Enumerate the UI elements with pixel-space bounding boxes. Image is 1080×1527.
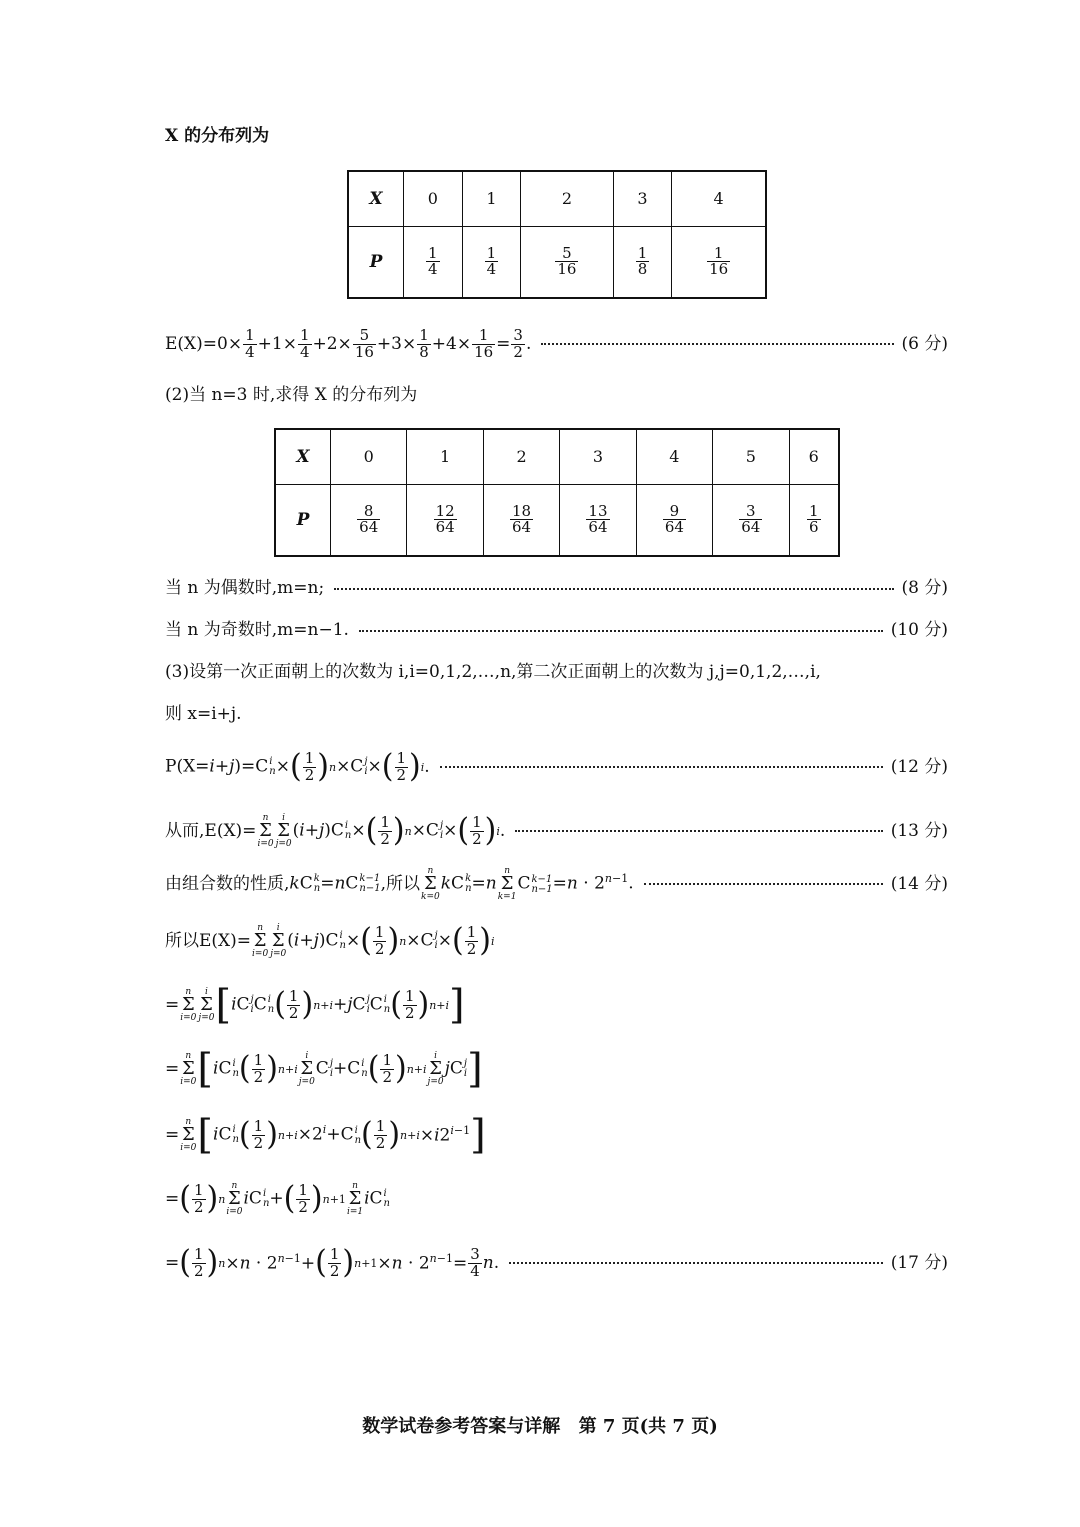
dot-leader [509,1262,883,1264]
x-value: 2 [521,171,613,226]
p-value: $\frac{1}{8}$ [613,226,672,298]
p-value: $\frac{5}{16}$ [521,226,613,298]
part2-intro: (2)当 n=3 时,求得 X 的分布列为 [165,385,418,405]
p-value: $\frac{18}{64}$ [483,484,559,556]
x-value: 6 [789,429,839,484]
dot-leader [359,630,883,632]
fraction: $\frac{1}{4}$ [299,325,310,361]
x-value: 4 [672,171,766,226]
distribution-intro: X 的分布列为 [165,126,270,146]
part3-line-2: 则 x=i+j. [165,704,242,724]
expectation-line-1: E(X)=0× $\frac{1}{4}$ +1× $\frac{1}{4}$ +2× $\frac{5}{16}$ +3× $\frac{1}{8}$ +4× $\frac{1}{16}$ = $\frac{3}{2}$ . (6 分) [165,325,948,361]
x-value: 0 [331,429,407,484]
table-row-p [275,484,839,556]
x-header: X [275,429,331,484]
x-header: X [348,171,404,226]
derivation-step-1: 所以 E(X)= n Σ i=0 i Σ j=0 (i+j)C i n × ( $\frac{1}{2}$ ) n ×C j i × ( $\frac{1}{2}$ ) i [165,922,495,959]
p-value: $\frac{1}{4}$ [404,226,463,298]
p-value: $\frac{8}{64}$ [331,484,407,556]
dot-leader [334,588,893,590]
p-value: $\frac{1}{4}$ [462,226,521,298]
fraction: $\frac{1}{4}$ [245,325,255,361]
derivation-step-3: = n Σ i=0 [ iC i n ( $\frac{1}{2}$ ) n+i i Σ j=0 C j i +C i n ( $\frac{1}{2}$ ) n+i i Σ j=0 jC j i ] [165,1046,483,1092]
derivation-step-2: = n Σ i=0 i Σ j=0 [ iC j i C i n ( $\frac{1}{2}$ ) n+i +jC j i C i n ( $\frac{1}{2}$ ) n+i ] [165,982,465,1028]
dot-leader [440,766,883,768]
dot-leader [515,830,882,832]
odd-case-line: 当 n 为奇数时,m=n−1. (10 分) [165,620,948,640]
p-value: $\frac{12}{64}$ [407,484,483,556]
fraction: $\frac{5}{16}$ [354,325,374,361]
table-row-x [275,429,839,484]
p-value: $\frac{9}{64}$ [636,484,712,556]
x-value: 5 [713,429,789,484]
x-value: 1 [407,429,483,484]
score-label: (14 分) [890,873,948,894]
part3-line-1: (3)设第一次正面朝上的次数为 i,i=0,1,2,…,n,第二次正面朝上的次数为 j,j=0,1,2,…,i, [165,662,821,682]
final-result-line: = ( $\frac{1}{2}$ ) n $\times n \cdot 2^{n-1}+$ ( $\frac{1}{2}$ ) n+1 $\times n \cdot 2^{n-1}=$ $\frac{3}{4}$ n. (17 分) [165,1244,948,1281]
x-value: 0 [404,171,463,226]
score-label: (13 分) [890,820,948,841]
p-value: $\frac{1}{16}$ [672,226,766,298]
x-value: 4 [636,429,712,484]
p-header: P [348,226,404,298]
combinatorics-line: 由组合数的性质, kC k n =nC k−1 n−1 ,所以 n Σ k=0 kC k n =n n Σ k=1 C k−1 n−1 $=n \cdot 2^{n-1}$. (14 分) [165,865,948,902]
score-label: (12 分) [890,756,948,777]
footer-title: 数学试卷参考答案与详解 [362,1416,561,1437]
x-value: 1 [462,171,521,226]
derivation-step-5: = ( $\frac{1}{2}$ ) n n Σ i=0 iC i n + ( $\frac{1}{2}$ ) n+1 n Σ i=1 iC i n [165,1180,390,1217]
distribution-table-2 [274,428,840,557]
derivation-step-4: = n Σ i=0 [ iC i n ( $\frac{1}{2}$ ) n+i $\times 2^i+C$ i n ( $\frac{1}{2}$ ) n+i $\times i2^{i-1}$ ] [165,1112,486,1158]
p-header: P [275,484,331,556]
p-value: $\frac{1}{6}$ [789,484,839,556]
table-row-x [348,171,766,226]
distribution-table-1 [347,170,767,299]
p-value: $\frac{13}{64}$ [560,484,636,556]
expectation-sum-line: 从而, E(X)= n Σ i=0 i Σ j=0 (i+j)C i n × ( $\frac{1}{2}$ ) n ×C j i × ( $\frac{1}{2}$ ) i . (13 分) [165,812,948,849]
table-row-p [348,226,766,298]
fraction: $\frac{3}{4}$ [470,1244,480,1280]
score-label: (17 分) [890,1252,948,1273]
page-footer [0,1412,1080,1438]
fraction: $\frac{1}{8}$ [419,325,429,361]
score-label: (8 分) [901,578,948,598]
dot-leader [644,883,883,885]
dot-leader [541,343,893,345]
page-number: 第 7 页(共 7 页) [578,1416,718,1437]
x-value: 2 [483,429,559,484]
x-value: 3 [560,429,636,484]
score-label: (6 分) [901,333,948,354]
probability-formula: P(X=i+j)=C i n × ( $\frac{1}{2}$ ) n ×C j i × ( $\frac{1}{2}$ ) i . (12 分) [165,748,948,785]
p-value: $\frac{3}{64}$ [713,484,789,556]
even-case-line: 当 n 为偶数时,m=n; (8 分) [165,578,948,598]
x-value: 3 [613,171,672,226]
fraction: $\frac{3}{2}$ [513,325,523,361]
fraction: $\frac{1}{16}$ [474,325,494,361]
score-label: (10 分) [890,620,948,640]
